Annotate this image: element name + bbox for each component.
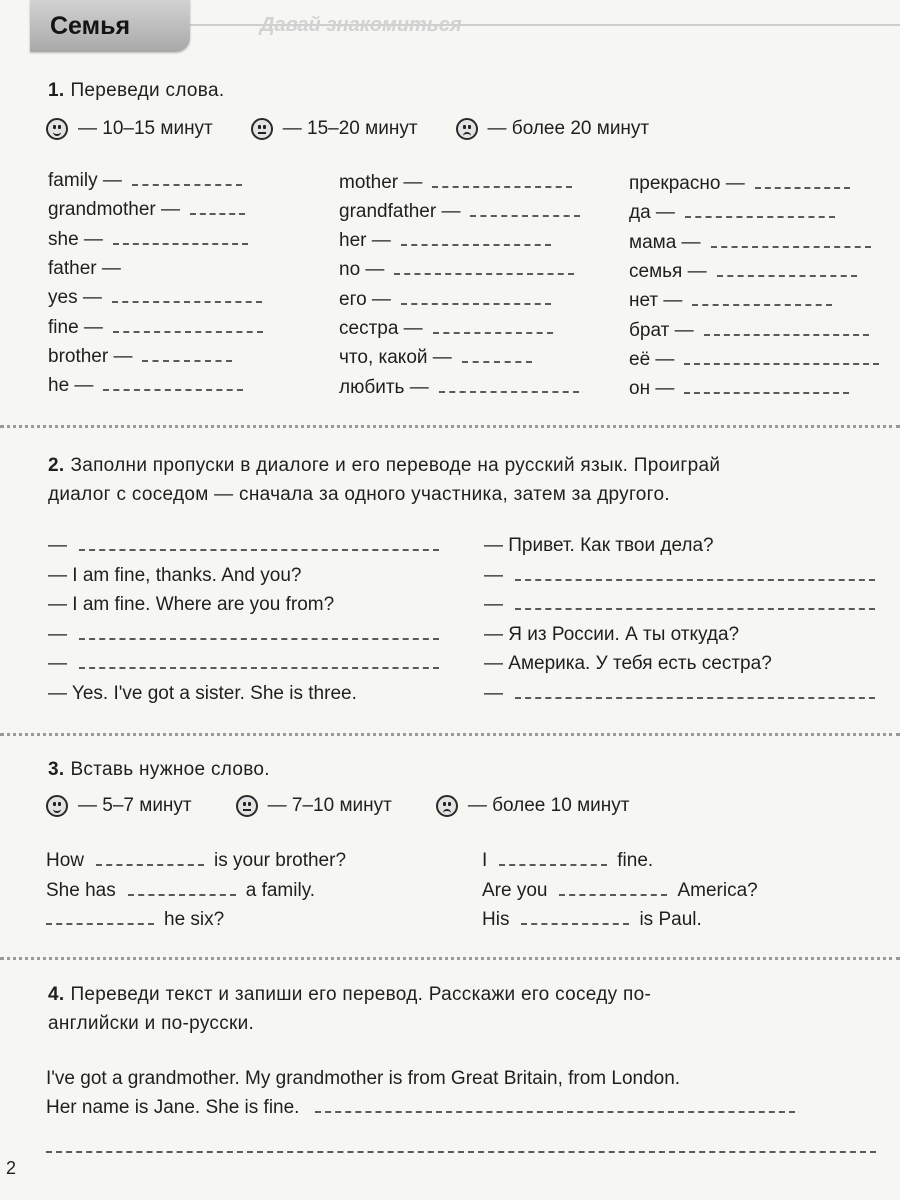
neutral-face-icon <box>236 795 258 817</box>
answer-blank[interactable] <box>515 683 875 699</box>
dialogue-right-line <box>484 683 875 705</box>
answer-blank[interactable] <box>499 850 607 866</box>
timing-label: — 10–15 минут <box>78 118 213 139</box>
answer-blank[interactable] <box>190 199 245 215</box>
dialogue-text: — I am fine, thanks. And you? <box>48 564 302 586</box>
vocab-word: brother — <box>48 345 133 367</box>
sentence-end: America? <box>677 879 758 901</box>
happy-face-icon <box>46 795 68 817</box>
answer-blank[interactable] <box>711 232 871 248</box>
vocab-word: он — <box>629 378 675 400</box>
sentence-start: How <box>46 850 85 871</box>
task2-instruction-line2: диалог с соседом — сначала за одного участника, затем за другого. <box>48 484 670 505</box>
dialogue-right-line <box>484 624 739 646</box>
vocab-word: she — <box>48 228 103 250</box>
answer-blank[interactable] <box>401 289 551 305</box>
vocab-row <box>339 318 553 340</box>
answer-blank[interactable] <box>685 202 835 218</box>
dialogue-right-line <box>484 653 772 675</box>
sentence-start: His <box>482 909 510 930</box>
task4-text-line2-wrap <box>46 1097 795 1119</box>
answer-blank[interactable] <box>433 318 553 334</box>
vocab-row <box>48 375 243 397</box>
sentence-end: fine. <box>617 850 654 871</box>
sentence-end: he six? <box>164 909 225 930</box>
task4-title <box>48 984 651 1006</box>
answer-blank[interactable] <box>684 349 879 365</box>
vocab-word: любить — <box>339 376 429 398</box>
task3-instruction: Вставь нужное слово. <box>70 759 270 780</box>
vocab-row <box>629 290 832 312</box>
task4-answer-line[interactable] <box>46 1137 876 1153</box>
section-divider <box>0 425 900 428</box>
vocab-row <box>48 317 263 339</box>
vocab-word: grandmother — <box>48 199 181 221</box>
answer-blank[interactable] <box>684 378 849 394</box>
answer-blank[interactable] <box>113 229 248 245</box>
vocab-word: mother — <box>339 171 423 193</box>
vocab-row <box>48 258 121 280</box>
vocab-row <box>629 202 835 224</box>
vocab-word: fine — <box>48 316 103 338</box>
task2-title <box>48 455 720 477</box>
task3-timing <box>46 795 629 817</box>
answer-blank[interactable] <box>515 565 875 581</box>
answer-blank[interactable] <box>113 317 263 333</box>
answer-blank[interactable] <box>559 880 667 896</box>
dialogue-right-line <box>484 565 875 587</box>
task4-text-line1: I've got a grandmother. My grandmother is from Great Britain, from London. <box>46 1068 681 1089</box>
vocab-row <box>339 230 551 252</box>
vocab-word: family — <box>48 170 122 191</box>
vocab-word: семья — <box>629 260 707 282</box>
vocab-word: прекрасно — <box>629 173 745 194</box>
task3-number: 3. <box>48 759 65 780</box>
answer-blank[interactable] <box>521 909 629 925</box>
page-number: 2 <box>6 1158 17 1178</box>
dialogue-left-line <box>48 653 439 675</box>
section-divider <box>0 957 900 960</box>
answer-blank[interactable] <box>717 261 857 277</box>
sad-face-icon <box>436 795 458 817</box>
vocab-row <box>339 201 580 223</box>
vocab-row <box>629 173 850 195</box>
vocab-word: да — <box>629 202 675 224</box>
vocab-word: её — <box>629 348 675 370</box>
dialogue-left-line <box>48 683 357 705</box>
task1-instruction: Переведи слова. <box>70 80 225 101</box>
vocab-word: no — <box>339 259 385 281</box>
section-title-text: Семья <box>50 11 131 40</box>
answer-blank[interactable] <box>755 173 850 189</box>
vocab-word: брат — <box>629 319 694 341</box>
answer-blank[interactable] <box>462 347 532 363</box>
answer-blank[interactable] <box>79 535 439 551</box>
ghost-title: Давай знакомиться <box>260 14 462 36</box>
answer-blank[interactable] <box>132 170 242 186</box>
dialogue-text: — <box>48 623 67 645</box>
task4-number: 4. <box>48 984 65 1005</box>
task1-timing <box>46 118 649 140</box>
vocab-word: сестра — <box>339 318 423 339</box>
vocab-row <box>48 287 262 309</box>
fill-in-sentence <box>46 880 315 902</box>
happy-face-icon <box>46 118 68 140</box>
sentence-end: is Paul. <box>639 909 702 930</box>
dialogue-left-line <box>48 594 334 616</box>
vocab-row <box>629 349 879 371</box>
dialogue-text: — <box>48 653 67 674</box>
dialogue-text: — <box>484 564 503 586</box>
timing-label: — 5–7 минут <box>78 795 192 816</box>
vocab-row <box>48 229 248 251</box>
answer-blank[interactable] <box>515 594 875 610</box>
sentence-end: is your brother? <box>214 850 347 871</box>
vocab-row <box>339 172 572 194</box>
dialogue-text: — Привет. Как твои дела? <box>484 535 714 556</box>
dialogue-text: — Я из России. А ты откуда? <box>484 623 740 645</box>
neutral-face-icon <box>251 118 273 140</box>
task2-instruction-line1: Заполни пропуски в диалоге и его переводе на русский язык. Проиграй <box>70 455 721 476</box>
task4-instruction-line1: Переведи текст и запиши его перевод. Расскажи его соседу по- <box>70 984 652 1005</box>
vocab-row <box>629 320 869 342</box>
dialogue-right-line <box>484 535 714 557</box>
fill-in-sentence <box>482 909 702 931</box>
task1-title <box>48 80 224 102</box>
answer-blank[interactable] <box>103 375 243 391</box>
vocab-row <box>339 347 532 369</box>
dialogue-text: — I am fine. Where are you from? <box>48 594 335 615</box>
dialogue-left-line <box>48 565 301 587</box>
vocab-word: he — <box>48 375 94 397</box>
sentence-start: I <box>482 850 488 871</box>
dialogue-text: — Yes. I've got a sister. She is three. <box>48 682 357 704</box>
answer-blank[interactable] <box>439 377 579 393</box>
fill-in-sentence <box>46 850 346 872</box>
answer-blank[interactable] <box>394 259 574 275</box>
task1-number: 1. <box>48 80 65 101</box>
dialogue-right-line <box>484 594 875 616</box>
answer-blank[interactable] <box>315 1097 795 1113</box>
answer-blank[interactable] <box>112 287 262 303</box>
section-divider <box>0 733 900 736</box>
answer-blank[interactable] <box>142 346 232 362</box>
vocab-word: что, какой — <box>339 347 452 369</box>
dialogue-left-line <box>48 535 439 557</box>
vocab-word: нет — <box>629 290 683 312</box>
dialogue-text: — <box>48 535 67 556</box>
sentence-end: a family. <box>245 879 316 901</box>
dialogue-text: — <box>484 594 503 615</box>
dialogue-text: — Америка. У тебя есть сестра? <box>484 653 772 674</box>
answer-blank[interactable] <box>470 201 580 217</box>
timing-label: — более 20 минут <box>487 118 650 139</box>
vocab-row <box>48 199 245 221</box>
dialogue-left-line <box>48 624 439 646</box>
answer-blank[interactable] <box>96 850 204 866</box>
task4-text-line2: Her name is Jane. She is fine. <box>46 1097 300 1118</box>
vocab-row <box>48 170 242 192</box>
timing-label: — 7–10 минут <box>267 795 392 816</box>
vocab-row <box>339 289 551 311</box>
dialogue-text: — <box>484 682 503 704</box>
answer-blank[interactable] <box>79 624 439 640</box>
answer-blank[interactable] <box>704 320 869 336</box>
vocab-word: her — <box>339 230 391 252</box>
fill-in-sentence <box>482 850 653 872</box>
fill-in-sentence <box>482 880 758 902</box>
sentence-start: Are you <box>482 879 548 901</box>
answer-blank[interactable] <box>79 653 439 669</box>
answer-blank[interactable] <box>401 230 551 246</box>
vocab-row <box>629 232 871 254</box>
vocab-word: его — <box>339 288 391 310</box>
vocab-row <box>339 377 579 399</box>
answer-blank[interactable] <box>46 909 154 925</box>
vocab-word: yes — <box>48 287 102 309</box>
vocab-row <box>629 378 849 400</box>
vocab-word: grandfather — <box>339 200 461 222</box>
timing-label: — более 10 минут <box>467 795 630 816</box>
task2-number: 2. <box>48 455 65 476</box>
fill-in-sentence <box>46 909 224 931</box>
timing-label: — 15–20 минут <box>282 118 418 139</box>
vocab-row <box>339 259 574 281</box>
section-title <box>30 0 190 52</box>
vocab-word: мама — <box>629 231 701 253</box>
sad-face-icon <box>456 118 478 140</box>
vocab-row <box>48 346 232 368</box>
task3-title <box>48 759 270 781</box>
answer-blank[interactable] <box>128 880 236 896</box>
answer-blank[interactable] <box>692 290 832 306</box>
task4-instruction-line2: английски и по-русски. <box>48 1013 255 1034</box>
vocab-row <box>629 261 857 283</box>
answer-blank[interactable] <box>432 172 572 188</box>
sentence-start: She has <box>46 879 116 901</box>
vocab-word: father — <box>48 257 121 279</box>
